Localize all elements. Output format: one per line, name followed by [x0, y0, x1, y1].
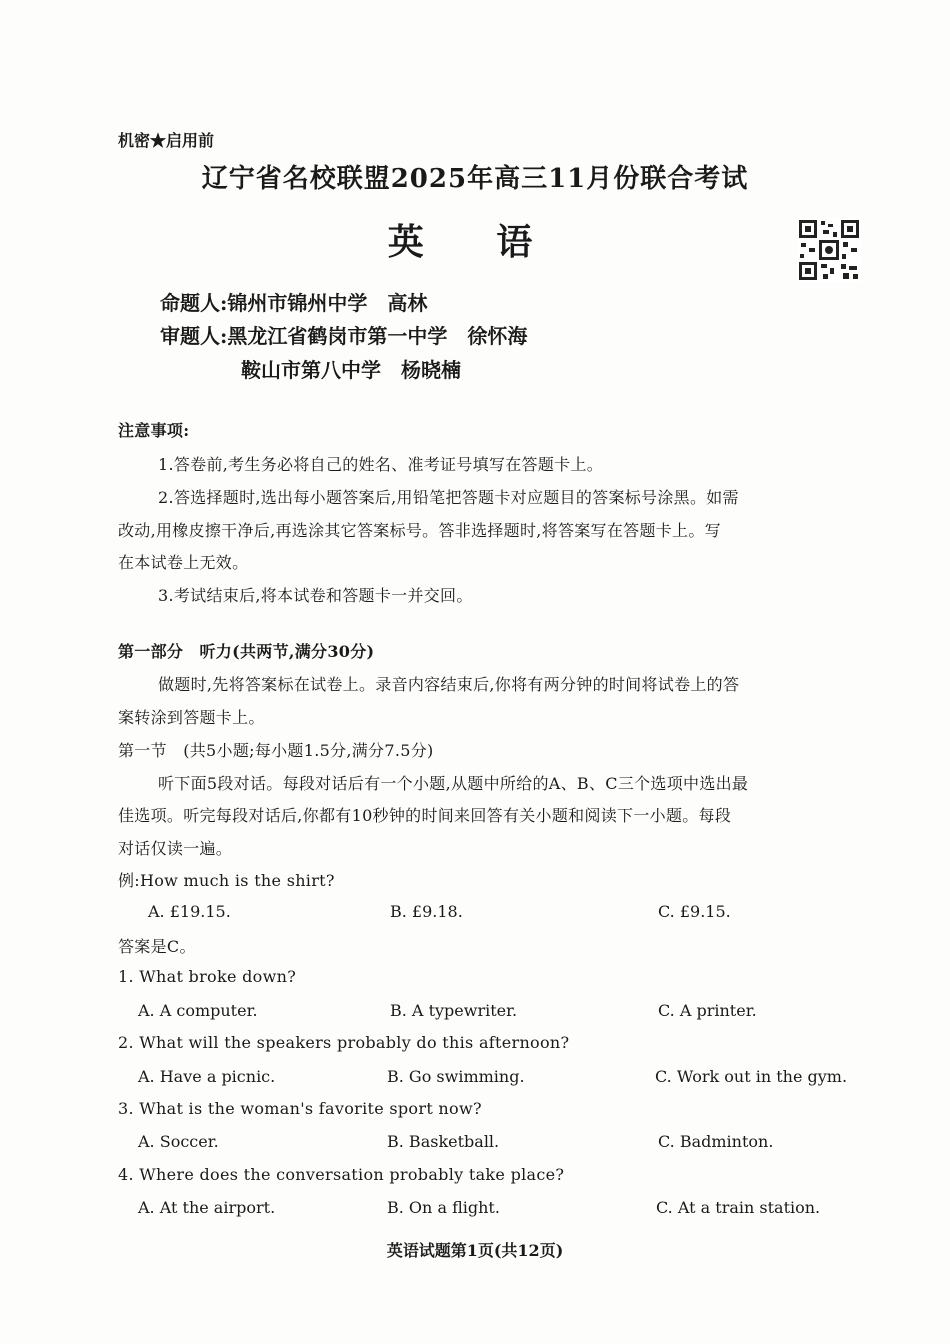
- example-option-b: B. £9.18.: [390, 902, 463, 921]
- question-1-option-a: A. A computer.: [138, 1001, 258, 1020]
- page-footer: 英语试题第1页(共12页): [386, 1241, 564, 1260]
- example-option-c: C. £9.15.: [658, 902, 731, 921]
- question-4-option-a: A. At the airport.: [138, 1198, 276, 1217]
- question-4: 4. Where does the conversation probably take place?: [118, 1165, 565, 1184]
- question-1-option-b: B. A typewriter.: [390, 1001, 518, 1020]
- section1-line-2: 佳选项。听完每段对话后,你都有10秒钟的时间来回答有关小题和阅读下一小题。每段: [118, 806, 732, 825]
- part1-heading: 第一部分 听力(共两节,满分30分): [118, 642, 375, 661]
- part1-instruction-line-2: 案转涂到答题卡上。: [118, 708, 265, 727]
- question-2-option-c: C. Work out in the gym.: [655, 1067, 848, 1086]
- question-4-option-b: B. On a flight.: [387, 1198, 500, 1217]
- question-3-option-c: C. Badminton.: [658, 1132, 774, 1151]
- author-line-1: 命题人:锦州市锦州中学 高林: [160, 291, 428, 315]
- secret-label: 机密★启用前: [118, 131, 215, 150]
- example-option-a: A. £19.15.: [148, 902, 231, 921]
- question-1-option-c: C. A printer.: [658, 1001, 757, 1020]
- section1-line-3: 对话仅读一遍。: [118, 839, 233, 858]
- qr-code-icon: [797, 218, 861, 282]
- example-question: 例:How much is the shirt?: [118, 871, 335, 890]
- section1-heading: 第一节 (共5小题;每小题1.5分,满分7.5分): [118, 741, 434, 760]
- notice-heading: 注意事项:: [118, 421, 190, 440]
- question-2-option-a: A. Have a picnic.: [138, 1067, 276, 1086]
- part1-instruction-line-1: 做题时,先将答案标在试卷上。录音内容结束后,你将有两分钟的时间将试卷上的答: [158, 675, 740, 694]
- example-answer: 答案是C。: [118, 937, 196, 956]
- question-3-option-a: A. Soccer.: [138, 1132, 219, 1151]
- author-line-3: 鞍山市第八中学 杨晓楠: [241, 358, 461, 382]
- notice-item-3: 3.考试结束后,将本试卷和答题卡一并交回。: [158, 586, 473, 605]
- subject-title: 英 语: [387, 221, 563, 263]
- notice-item-2-line-3: 在本试卷上无效。: [118, 553, 249, 572]
- question-2: 2. What will the speakers probably do this afternoon?: [118, 1033, 570, 1052]
- question-1: 1. What broke down?: [118, 967, 297, 986]
- question-2-option-b: B. Go swimming.: [387, 1067, 525, 1086]
- question-4-option-c: C. At a train station.: [656, 1198, 821, 1217]
- author-line-2: 审题人:黑龙江省鹤岗市第一中学 徐怀海: [160, 324, 528, 348]
- notice-item-2-line-2: 改动,用橡皮擦干净后,再选涂其它答案标号。答非选择题时,将答案写在答题卡上。写: [118, 521, 721, 540]
- notice-item-1: 1.答卷前,考生务必将自己的姓名、准考证号填写在答题卡上。: [158, 455, 604, 474]
- question-3: 3. What is the woman's favorite sport now?: [118, 1099, 482, 1118]
- question-3-option-b: B. Basketball.: [387, 1132, 500, 1151]
- exam-title: 辽宁省名校联盟2025年高三11月份联合考试: [201, 164, 749, 194]
- notice-item-2-line-1: 2.答选择题时,选出每小题答案后,用铅笔把答题卡对应题目的答案标号涂黑。如需: [158, 488, 739, 507]
- section1-line-1: 听下面5段对话。每段对话后有一个小题,从题中所给的A、B、C三个选项中选出最: [158, 774, 749, 793]
